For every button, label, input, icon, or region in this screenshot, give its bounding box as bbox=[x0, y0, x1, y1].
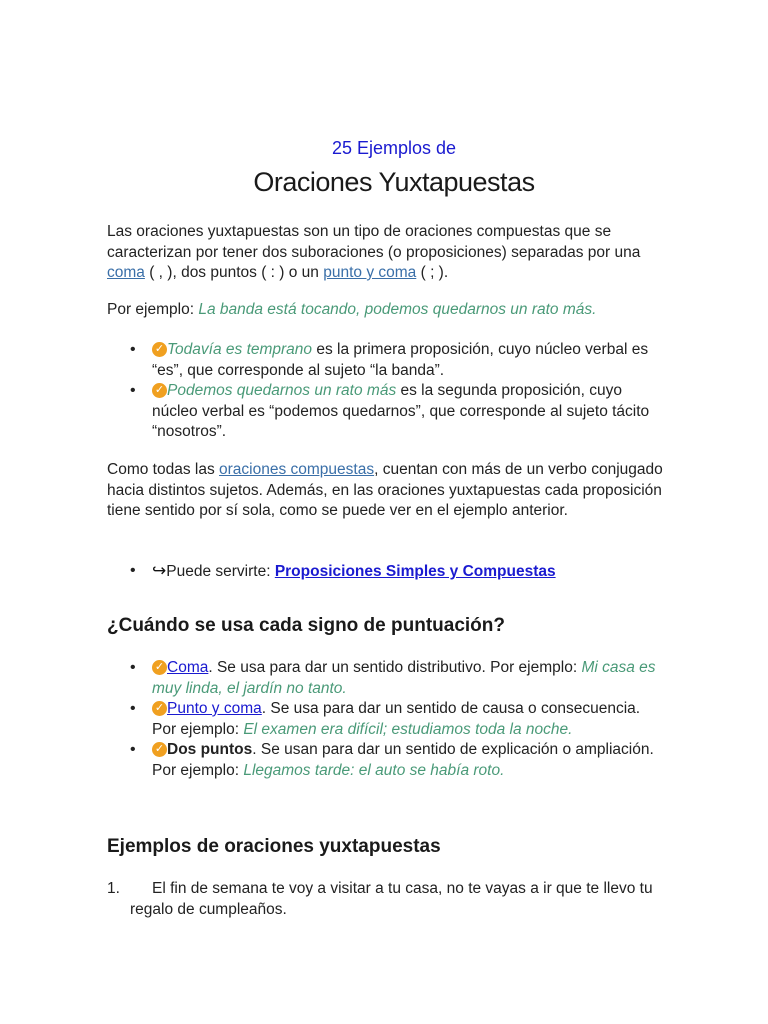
punto-y-coma-term-link[interactable]: Punto y coma bbox=[167, 700, 262, 717]
compound-paragraph bbox=[107, 460, 667, 522]
check-circle-icon: ✓ bbox=[152, 660, 167, 675]
example-sentence: Llegamos tarde: el auto se había roto. bbox=[243, 761, 505, 779]
example-sentence: El examen era difícil; estudiamos toda la noche. bbox=[243, 720, 573, 738]
example-label: Por ejemplo: bbox=[107, 301, 199, 318]
section-heading-signos: ¿Cuándo se usa cada signo de puntuación? bbox=[107, 615, 505, 636]
oraciones-compuestas-link[interactable]: oraciones compuestas bbox=[219, 461, 375, 478]
list-item-text: . Se usa para dar un sentido de causa o consecuencia. Por ejemplo: bbox=[152, 700, 641, 738]
example-number: 1. bbox=[107, 880, 120, 897]
bullet: • bbox=[130, 341, 136, 358]
check-circle-icon: ✓ bbox=[152, 342, 167, 357]
example-paragraph bbox=[107, 300, 667, 321]
list-item bbox=[107, 381, 667, 443]
check-circle-icon: ✓ bbox=[152, 383, 167, 398]
bullet: • bbox=[130, 741, 136, 758]
example-phrase: Podemos quedarnos un rato más bbox=[167, 382, 397, 399]
numbered-example bbox=[107, 879, 667, 920]
list-item bbox=[107, 340, 667, 381]
list-item bbox=[107, 740, 667, 781]
list-item-text: es la primera proposición, cuyo núcleo verbal es “es”, que corresponde al sujeto “la banda”. bbox=[152, 341, 649, 379]
check-circle-icon: ✓ bbox=[152, 701, 167, 716]
example-sentence: La banda está tocando, podemos quedarnos un rato más. bbox=[198, 301, 597, 318]
analysis-list bbox=[107, 340, 667, 443]
intro-paragraph bbox=[107, 222, 667, 284]
curved-arrow-icon: ↪ bbox=[152, 561, 167, 580]
bullet: • bbox=[130, 700, 136, 717]
punctuation-list bbox=[107, 658, 667, 781]
intro-text: ( , ), dos puntos ( : ) o un bbox=[144, 264, 324, 281]
list-item bbox=[107, 561, 667, 583]
bullet: • bbox=[130, 659, 136, 676]
list-item bbox=[107, 699, 667, 740]
page-subtitle: 25 Ejemplos de bbox=[331, 138, 457, 158]
paragraph-text: Como todas las bbox=[107, 461, 219, 478]
see-also bbox=[107, 561, 667, 583]
bullet: • bbox=[130, 382, 136, 399]
example-sentence: Mi casa es muy linda, el jardín no tanto. bbox=[152, 659, 656, 697]
check-circle-icon: ✓ bbox=[152, 742, 167, 757]
see-also-label: Puede servirte: bbox=[166, 563, 275, 580]
list-item-text: . Se usan para dar un sentido de explicación o ampliación. Por ejemplo: bbox=[152, 741, 654, 779]
list-item-text: . Se usa para dar un sentido distributivo. Por ejemplo: bbox=[208, 659, 582, 676]
coma-term-link[interactable]: Coma bbox=[167, 659, 209, 676]
intro-text: Las oraciones yuxtapuestas son un tipo de oraciones compuestas que se caracterizan por tener dos suboraciones (o proposiciones) separadas por una bbox=[107, 223, 641, 261]
dos-puntos-term: Dos puntos bbox=[167, 741, 253, 758]
paragraph-text: , cuentan con más de un verbo conjugado hacia distintos sujetos. Además, en las oraciones yuxtapuestas cada proposición tiene sentido por sí sola, como se puede ver en el ejemplo anterior. bbox=[107, 461, 663, 519]
intro-text: ( ; ). bbox=[416, 264, 449, 281]
example-text: El fin de semana te voy a visitar a tu casa, no te vayas a ir que te llevo tu regalo de cumpleaños. bbox=[130, 880, 653, 918]
page-title: Oraciones Yuxtapuestas bbox=[253, 167, 535, 197]
punto-y-coma-link[interactable]: punto y coma bbox=[323, 264, 417, 281]
list-item-text: es la segunda proposición, cuyo núcleo verbal es “podemos quedarnos”, que corresponde al sujeto tácito “nosotros”. bbox=[152, 382, 650, 440]
example-phrase: Todavía es temprano bbox=[167, 341, 313, 358]
list-item bbox=[107, 658, 667, 699]
bullet: • bbox=[130, 562, 136, 579]
proposiciones-link[interactable]: Proposiciones Simples y Compuestas bbox=[274, 563, 556, 580]
section-heading-ejemplos: Ejemplos de oraciones yuxtapuestas bbox=[107, 836, 441, 857]
coma-link[interactable]: coma bbox=[107, 264, 145, 281]
